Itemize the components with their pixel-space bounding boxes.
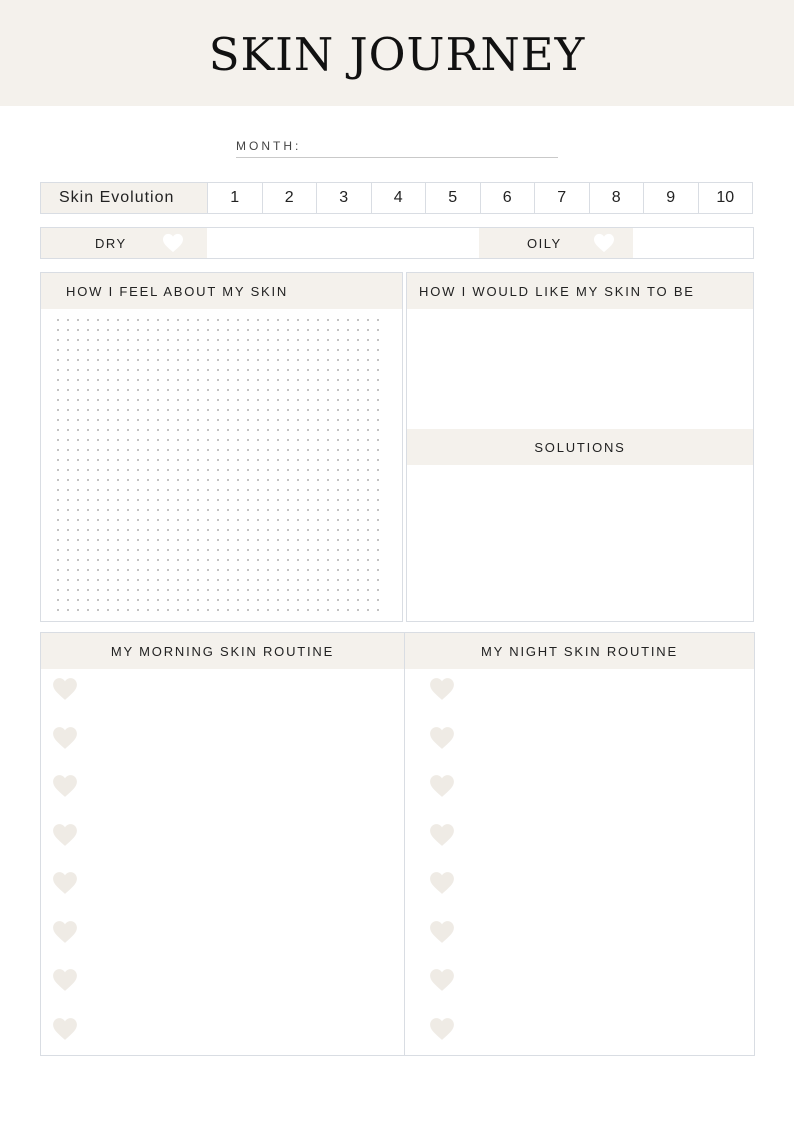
- heart-icon[interactable]: [52, 920, 78, 944]
- routine-item[interactable]: [41, 823, 404, 849]
- routine-item[interactable]: [41, 1017, 404, 1043]
- routine-item[interactable]: [405, 823, 754, 849]
- routine-item[interactable]: [405, 1017, 754, 1043]
- night-routine-panel: [404, 632, 755, 1056]
- scale-option-8[interactable]: 8: [589, 183, 644, 213]
- night-header: MY NIGHT SKIN ROUTINE: [405, 633, 754, 669]
- feel-header: HOW I FEEL ABOUT MY SKIN: [41, 273, 402, 309]
- scale-option-1[interactable]: 1: [207, 183, 262, 213]
- scale-option-10[interactable]: 10: [698, 183, 753, 213]
- feel-panel: [40, 272, 403, 622]
- dot-grid-writing-area[interactable]: [53, 315, 383, 615]
- scale-option-6[interactable]: 6: [480, 183, 535, 213]
- solutions-header: SOLUTIONS: [407, 429, 753, 465]
- scale-option-9[interactable]: 9: [643, 183, 698, 213]
- month-label: MONTH:: [236, 139, 302, 153]
- routine-item[interactable]: [405, 774, 754, 800]
- skin-evolution-label: Skin Evolution: [41, 183, 207, 213]
- month-input-line[interactable]: [236, 157, 558, 158]
- heart-icon[interactable]: [429, 968, 455, 992]
- routine-item[interactable]: [405, 726, 754, 752]
- scale-option-5[interactable]: 5: [425, 183, 480, 213]
- like-header: HOW I WOULD LIKE MY SKIN TO BE: [407, 273, 753, 309]
- dry-heart-icon[interactable]: [162, 233, 184, 253]
- heart-icon[interactable]: [429, 726, 455, 750]
- skin-type-row: [40, 227, 754, 259]
- routine-item[interactable]: [41, 968, 404, 994]
- heart-icon[interactable]: [429, 920, 455, 944]
- oily-label: OILY: [527, 235, 562, 251]
- heart-icon[interactable]: [429, 677, 455, 701]
- heart-icon[interactable]: [52, 774, 78, 798]
- page-title: SKIN JOURNEY: [208, 28, 586, 81]
- dry-label: DRY: [95, 235, 127, 251]
- routine-item[interactable]: [405, 968, 754, 994]
- routine-item[interactable]: [405, 677, 754, 703]
- heart-icon[interactable]: [52, 677, 78, 701]
- scale-option-3[interactable]: 3: [316, 183, 371, 213]
- routine-item[interactable]: [41, 726, 404, 752]
- morning-header: MY MORNING SKIN ROUTINE: [41, 633, 404, 669]
- scale-option-2[interactable]: 2: [262, 183, 317, 213]
- oily-heart-icon[interactable]: [593, 233, 615, 253]
- heart-icon[interactable]: [52, 968, 78, 992]
- routine-item[interactable]: [405, 920, 754, 946]
- heart-icon[interactable]: [52, 1017, 78, 1041]
- heart-icon[interactable]: [429, 1017, 455, 1041]
- heart-icon[interactable]: [52, 871, 78, 895]
- routine-item[interactable]: [41, 677, 404, 703]
- heart-icon[interactable]: [429, 871, 455, 895]
- routine-item[interactable]: [41, 774, 404, 800]
- heart-icon[interactable]: [52, 726, 78, 750]
- scale-option-4[interactable]: 4: [371, 183, 426, 213]
- routine-item[interactable]: [41, 920, 404, 946]
- heart-icon[interactable]: [429, 823, 455, 847]
- heart-icon[interactable]: [429, 774, 455, 798]
- scale-option-7[interactable]: 7: [534, 183, 589, 213]
- skin-evolution-scale: [40, 182, 753, 214]
- like-panel: [406, 272, 754, 622]
- routine-item[interactable]: [41, 871, 404, 897]
- heart-icon[interactable]: [52, 823, 78, 847]
- routine-item[interactable]: [405, 871, 754, 897]
- morning-routine-panel: [40, 632, 405, 1056]
